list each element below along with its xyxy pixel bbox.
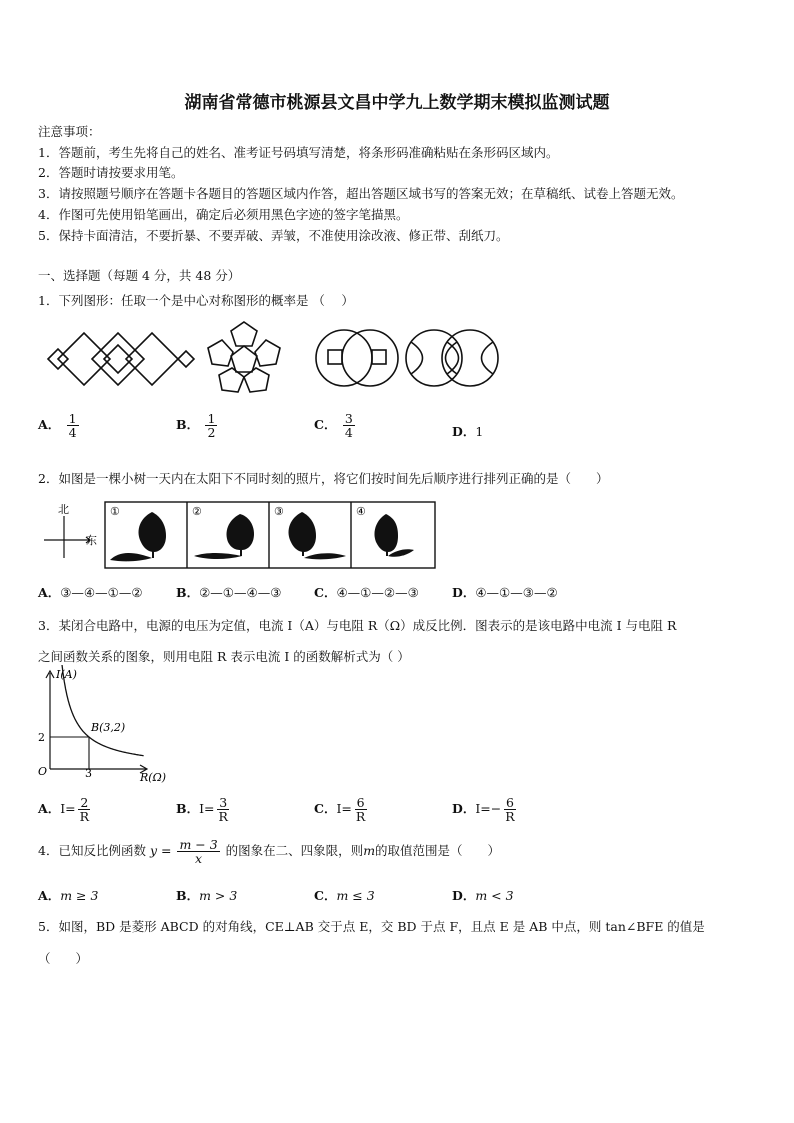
q2-option-d[interactable]: D．④—①—③—② bbox=[452, 585, 558, 600]
q3-stem-line2: 之间函数关系的图象，则用电阻 R 表示电流 I 的函数解析式为（ ） bbox=[38, 649, 410, 664]
q1-option-c[interactable]: C． $\frac{3}{4}$ bbox=[314, 411, 353, 441]
panel-label: ② bbox=[192, 505, 202, 518]
y-tick-label: 2 bbox=[38, 731, 45, 744]
tree-panel-1 bbox=[110, 512, 166, 561]
q2-stem: 2．如图是一棵小树一天内在太阳下不同时刻的照片，将它们按时间先后顺序进行排列正确的是（ ） bbox=[38, 471, 609, 486]
figure-pentagons bbox=[208, 322, 280, 392]
notice-item: 4．作图可先使用铅笔画出，确定后必须用黑色字迹的签字笔描黑。 bbox=[38, 207, 409, 222]
figure-diamonds bbox=[48, 333, 194, 385]
notice-item: 3．请按照题号顺序在答题卡各题目的答题区域内作答，超出答题区域书写的答案无效；在草稿纸、试卷上答题无效。 bbox=[38, 186, 684, 201]
point-guides bbox=[50, 737, 89, 769]
q5-stem-line2: （ ） bbox=[38, 951, 89, 966]
section-heading: 一、选择题（每题 4 分，共 48 分） bbox=[38, 268, 241, 283]
q4-option-c[interactable]: C．m ≤ 3 bbox=[314, 888, 375, 903]
y-axis-label: I(A) bbox=[56, 668, 77, 681]
north-label: 北 bbox=[58, 503, 69, 516]
q3-option-a[interactable]: A．I= $\frac{2}{R}$ bbox=[38, 795, 90, 825]
q3-option-d[interactable]: D．I=− $\frac{6}{R}$ bbox=[452, 795, 515, 825]
q3-stem-line1: 3．某闭合电路中，电源的电压为定值，电流 I（A）与电阻 R（Ω）成反比例．图表示的是该电路中电流 I 与电阻 R bbox=[38, 618, 677, 633]
q4-option-d[interactable]: D．m < 3 bbox=[452, 888, 514, 903]
compass bbox=[44, 516, 90, 558]
x-axis-label: R(Ω) bbox=[140, 771, 166, 784]
notice-heading: 注意事项： bbox=[38, 124, 101, 139]
q2-option-b[interactable]: B．②—①—④—③ bbox=[176, 585, 282, 600]
q3-graph bbox=[34, 665, 184, 785]
q5-stem-line1: 5．如图，BD 是菱形 ABCD 的对角线，CE⊥AB 交于点 E，交 BD 于点 F，且点 E 是 AB 中点，则 tan∠BFE 的值是 bbox=[38, 919, 705, 934]
q2-figure bbox=[40, 500, 440, 572]
q1-option-d[interactable]: D．1 bbox=[452, 424, 484, 439]
q3-option-b[interactable]: B．I= $\frac{3}{R}$ bbox=[176, 795, 228, 825]
q1-option-a[interactable]: A． $\frac{1}{4}$ bbox=[38, 411, 77, 441]
notice-item: 2．答题时请按要求用笔。 bbox=[38, 165, 184, 180]
q1-stem: 1．下列图形：任取一个是中心对称图形的概率是 （ ） bbox=[38, 293, 354, 308]
tree-panel-4 bbox=[374, 514, 414, 557]
panel-label: ① bbox=[110, 505, 120, 518]
panel-label: ③ bbox=[274, 505, 284, 518]
panel-label: ④ bbox=[356, 505, 366, 518]
q4-option-a[interactable]: A．m ≥ 3 bbox=[38, 888, 99, 903]
figure-circles-arcs bbox=[406, 330, 498, 386]
q2-option-a[interactable]: A．③—④—①—② bbox=[38, 585, 143, 600]
point-label: B(3,2) bbox=[91, 721, 126, 734]
figure-circles-squares bbox=[316, 330, 398, 386]
origin-label: O bbox=[38, 765, 48, 778]
notice-item: 1．答题前，考生先将自己的姓名、准考证号码填写清楚，将条形码准确粘贴在条形码区域内。 bbox=[38, 145, 559, 160]
page-title: 湖南省常德市桃源县文昌中学九上数学期末模拟监测试题 bbox=[184, 93, 610, 113]
q3-option-c[interactable]: C．I= $\frac{6}{R}$ bbox=[314, 795, 366, 825]
q4-option-b[interactable]: B．m > 3 bbox=[176, 888, 238, 903]
notice-item: 5．保持卡面清洁，不要折暴、不要弄破、弄皱，不准使用涂改液、修正带、刮纸刀。 bbox=[38, 228, 509, 243]
east-label: 东 bbox=[86, 534, 97, 547]
q2-option-c[interactable]: C．④—①—②—③ bbox=[314, 585, 419, 600]
q4-stem: 4．已知反比例函数 y = $\frac{m - 3}{x}$ 的图象在二、四象限，则m的取值范围是（ ） bbox=[38, 837, 501, 867]
q1-option-b[interactable]: B． $\frac{1}{2}$ bbox=[176, 411, 216, 441]
x-tick-label: 3 bbox=[85, 767, 92, 780]
tree-panel-2 bbox=[194, 514, 254, 559]
tree-panel-3 bbox=[289, 512, 347, 559]
q1-figures bbox=[40, 318, 510, 398]
